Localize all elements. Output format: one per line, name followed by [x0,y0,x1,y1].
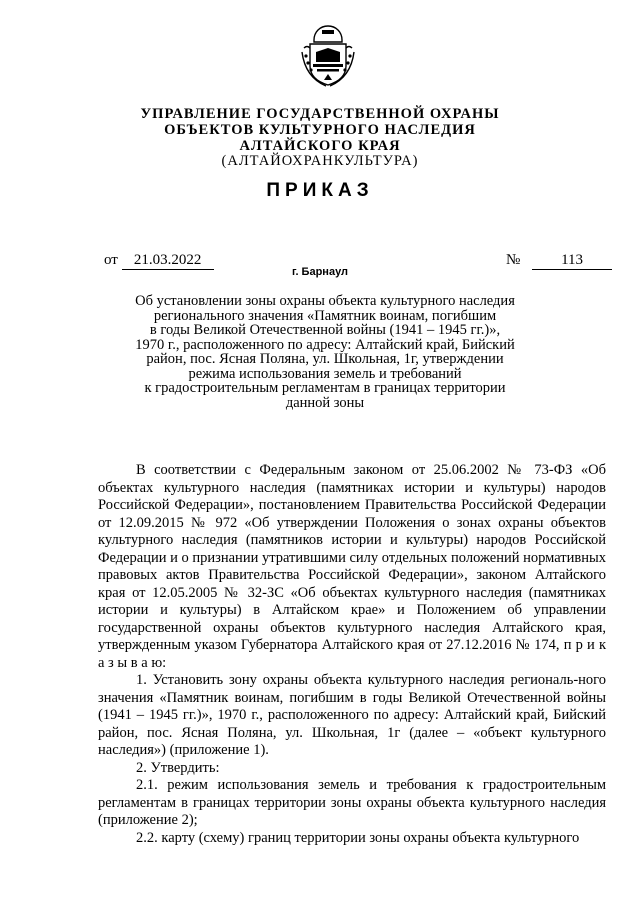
clause-2: 2. Утвердить: [136,759,220,776]
coat-of-arms-icon [298,22,358,88]
agency-name-line-3: АЛТАЙСКОГО КРАЯ [239,138,401,154]
date-prefix: от [104,252,118,268]
subject-line: к градостроительным регламентам в границах территории [144,380,506,396]
order-date: 21.03.2022 [122,252,214,270]
clause-2-2: 2.2. карту (схему) границ территории зоны охраны объекта культурного [136,829,580,846]
subject-line: Об установлении зоны охраны объекта культурного наследия [135,293,515,309]
agency-name-line-1: УПРАВЛЕНИЕ ГОСУДАРСТВЕННОЙ ОХРАНЫ [140,106,500,122]
subject-line: район, пос. Ясная Поляна, ул. Школьная, 1г, утверждении [146,351,504,367]
number-prefix: № [506,252,521,268]
subject-line: регионального значения «Памятник воинам, погибшим [153,307,497,324]
document-title: ПРИКАЗ [266,180,374,201]
subject-line: режима использования земель и требований [188,365,462,382]
city: г. Барнаул [291,266,349,278]
order-body [98,462,606,847]
subject-line: 1970 г., расположенного по адресу: Алтайский край, Бийский [135,336,515,353]
agency-name-line-2: ОБЪЕКТОВ КУЛЬТУРНОГО НАСЛЕДИЯ [164,122,476,138]
clause-1: 1. Установить зону охраны объекта культурного наследия региональ-ного значения «Памятник воинам, погибшим в годы Великой Отечественной войны (1941 – 1945 гг.)», 1970 г., расположенного по адресу: Алтайский край, Бийский район, пос. Ясная Поляна, ул. Школьная, 1г (далее – «объект культурного наследия») (приложение 1). [98,672,606,758]
subject-line: данной зоны [285,394,365,411]
preamble-paragraph: В соответствии с Федеральным законом от 25.06.2002 № 73-ФЗ «Об объектах культурного наследия (памятниках истории и культуры) народов Российской Федерации», постановлением Правительства Российской Федерации от 12.09.2015 № 972 «Об утверждении Положения о зонах охраны объектов культурного наследия (памятников истории и культуры) народов Российской Федерации и о признании утратившими силу отдельных положений нормативных правовых актов Правительства Российской Федерации», законом Алтайского края от 12.05.2005 № 32-ЗС «Об объектах культурного наследия (памятниках истории и культуры) в Алтайском крае» и Положением об управлении государственной охраны объектов культурного наследия Алтайского края, утвержденным указом Губернатора Алтайского края от 27.12.2016 № 174, п р и к а з ы в а ю: [98,462,606,671]
agency-short-name: (АЛТАЙОХРАНКУЛЬТУРА) [221,153,419,169]
clause-2-1: 2.1. режим использования земель и требования к градостроительным регламентам в границах территории зоны охраны объекта культурного наследия (приложение 2); [98,777,606,828]
subject-line: в годы Великой Отечественной войны (1941 – 1945 гг.)», [149,322,501,338]
order-number: 113 [532,252,612,270]
order-subject [120,294,530,410]
